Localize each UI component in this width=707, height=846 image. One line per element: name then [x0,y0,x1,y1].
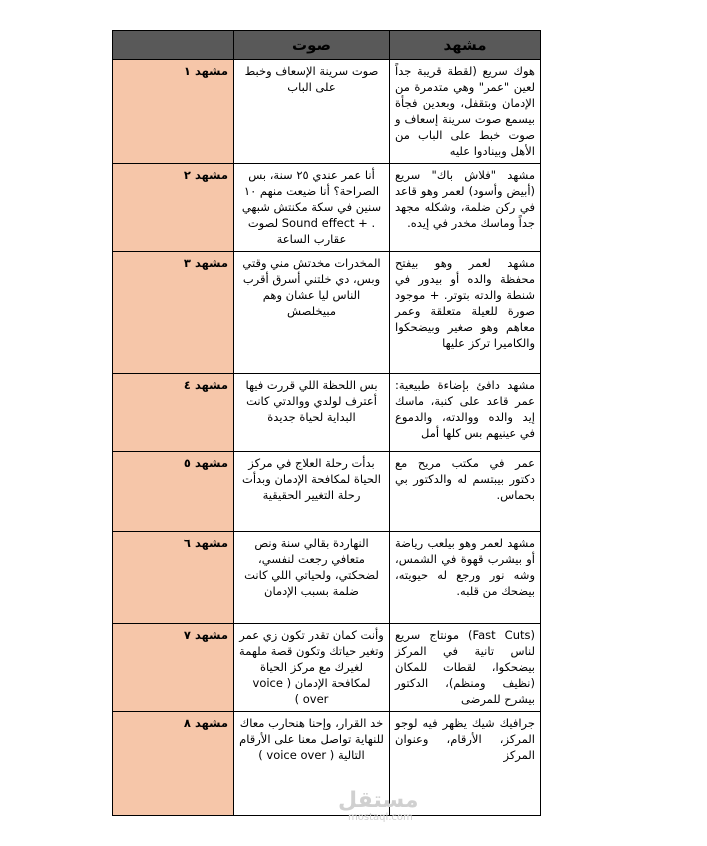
scene-visual: (Fast Cuts) مونتاج سريع لناس تانية في المركز بيضحكوا، لقطات للمكان (نظيف ومنظم)، الدكتور بيشرح للمرضى [390,624,541,712]
scene-audio: أنا عمر عندي ٢٥ سنة، بس الصراحة؟ أنا ضيعت منهم ١٠ سنين في سكة مكنتش شبهي . + Sound effect لصوت عقارب الساعة [234,164,390,252]
scene-label: مشهد ١ [113,60,234,164]
scene-audio: وأنت كمان تقدر تكون زي عمر وتغير حياتك وتكون قصة ملهمة لغيرك مع مركز الحياة لمكافحة الإدمان ( voice over ) [234,624,390,712]
table-row [113,624,541,712]
table-row [113,60,541,164]
script-table [112,30,541,816]
scene-label: مشهد ٢ [113,164,234,252]
scene-label: مشهد ٣ [113,252,234,374]
scene-audio: النهاردة بقالي سنة ونص متعافي رجعت لنفسي، لضحكتي، ولحياتي اللي كانت ضلمة بسبب الإدمان [234,532,390,624]
header-row [113,31,541,60]
watermark-domain: mostaql.com [348,812,413,823]
table-row [113,712,541,816]
table-row [113,164,541,252]
scene-visual: مشهد لعمر وهو بيلعب رياضة أو بيشرب قهوة في الشمس، وشه نور ورجع له حيويته، بيضحك من قلبه. [390,532,541,624]
scene-visual: عمر في مكتب مريح مع دكتور بيبتسم له والدكتور بي بحماس. [390,452,541,532]
scene-label: مشهد ٦ [113,532,234,624]
scene-audio: صوت سرينة الإسعاف وخبط على الباب [234,60,390,164]
scene-audio: بدأت رحلة العلاج في مركز الحياة لمكافحة الإدمان وبدأت رحلة التغيير الحقيقية [234,452,390,532]
scene-visual: مشهد لعمر وهو بيفتح محفظة والده أو بيدور في شنطة والدته بتوتر. + موجود صورة للعيلة متعلقة وعمر معاهم وهو صغير وبيضحكوا والكاميرا تركز عليها [390,252,541,374]
scene-audio: بس اللحظة اللي قررت فيها أعترف لولدي ووالدتي كانت البداية لحياة جديدة [234,374,390,452]
watermark-brand: مستقل [338,788,419,813]
scene-label: مشهد ٥ [113,452,234,532]
scene-audio: خد القرار، وإحنا هنحارب معاك للنهاية تواصل معنا على الأرقام التالية ( voice over ) [234,712,390,816]
table-row [113,374,541,452]
table-row [113,532,541,624]
table-row [113,452,541,532]
scene-label: مشهد ٧ [113,624,234,712]
scene-label: مشهد ٨ [113,712,234,816]
scene-audio: المخدرات مخدتش مني وقتي وبس، دي خلتني أسرق أقرب الناس ليا عشان وهم مبيخلصش [234,252,390,374]
scene-visual: جرافيك شيك يظهر فيه لوجو المركز، الأرقام، وعنوان المركز [390,712,541,816]
header-visual: مشهد [390,31,541,60]
scene-visual: مشهد دافئ بإضاءة طبيعية: عمر قاعد على كنبة، ماسك إيد والده ووالدته، والدموع في عينيهم بس كلها أمل [390,374,541,452]
scene-visual: مشهد "فلاش باك" سريع (أبيض وأسود) لعمر وهو قاعد في ركن ضلمة، وشكله مجهد جداً وماسك مخدر في إيده. [390,164,541,252]
table-row [113,252,541,374]
header-label [113,31,234,60]
header-audio: صوت [234,31,390,60]
scene-label: مشهد ٤ [113,374,234,452]
scene-visual: هوك سريع (لقطة قريبة جداً لعين "عمر" وهي متدمرة من الإدمان وبتقفل، وبعدين فجأة بيسمع صوت سرينة إسعاف و صوت خبط على الباب من الأهل وبينادوا عليه [390,60,541,164]
